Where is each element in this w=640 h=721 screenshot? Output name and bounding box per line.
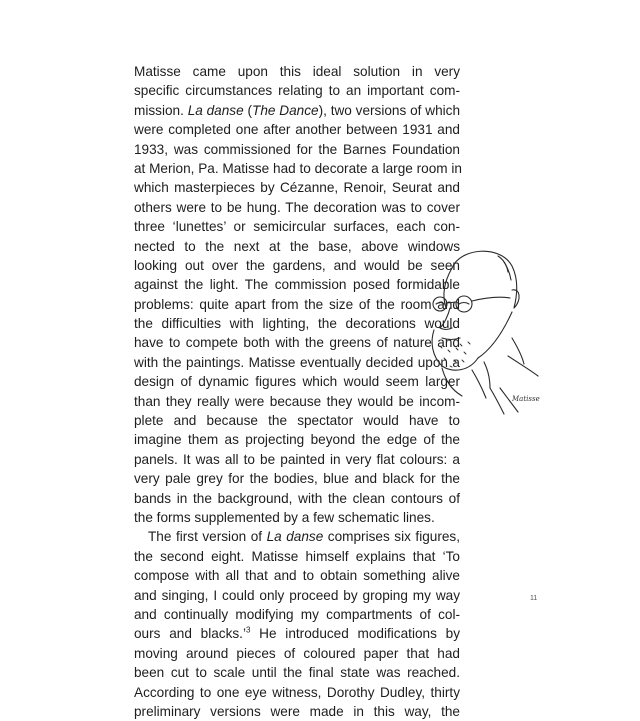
text-line <box>134 178 460 197</box>
text-line <box>134 101 460 120</box>
text-line <box>134 605 460 624</box>
beard-outline <box>432 330 478 370</box>
text-line <box>134 450 460 469</box>
text-line <box>134 644 460 663</box>
text-run: ), two versions of which <box>318 102 461 118</box>
beard-stipple <box>440 342 470 367</box>
text-run: Matisse came upon this ideal solution in very <box>134 64 460 79</box>
glasses-right-lens <box>456 296 472 312</box>
text-line <box>134 683 460 702</box>
jaw-line <box>478 312 512 358</box>
text-run: the difficulties with lighting, the decorations would <box>134 316 460 332</box>
text-line <box>134 140 460 159</box>
eye-right <box>459 303 469 305</box>
text-line <box>134 663 460 682</box>
text-run: moving around pieces of coloured paper that had <box>134 645 460 661</box>
text-run: have to compete both with the greens of nature and <box>134 335 460 351</box>
text-line <box>134 624 460 643</box>
coat-lapel <box>490 388 504 414</box>
text-run: which masterpieces by Cézanne, Renoir, Seurat and <box>134 180 460 196</box>
text-run: problems: quite apart from the size of the room and <box>134 296 460 312</box>
text-run: than they really were because they would be incom- <box>134 393 460 409</box>
text-line <box>134 217 460 236</box>
text-run: the forms supplemented by a few schematic lines. <box>134 509 435 525</box>
eye-left <box>436 303 444 305</box>
text-line <box>134 469 460 488</box>
text-run: been cut to scale until the final state was reached. <box>134 665 460 681</box>
text-line <box>134 62 460 81</box>
text-line <box>134 527 460 546</box>
text-run: According to one eye witness, Dorothy Dudley, thirty <box>134 684 460 700</box>
page-number: 11 <box>530 595 538 602</box>
collar-line-2 <box>472 370 486 398</box>
text-line <box>134 547 460 566</box>
text-line <box>134 489 460 508</box>
text-line <box>134 586 460 605</box>
text-run: comprises six figures, <box>323 529 460 545</box>
text-line <box>134 81 460 100</box>
text-run: nected to the next at the base, above windows <box>134 238 460 254</box>
text-run: panels. It was all to be painted in very flat colours: a <box>134 451 460 467</box>
text-run: three ‘lunettes’ or semicircular surfaces, each con- <box>134 219 460 235</box>
text-run: 1933, was commissioned for the Barnes Foundation <box>134 141 460 157</box>
head-left-outline <box>444 268 452 308</box>
collar-line <box>442 368 462 396</box>
text-run: plete and because the spectator would have to <box>134 413 460 429</box>
text-line <box>134 159 460 178</box>
text-run: He introduced modifications by <box>250 626 460 642</box>
footnote-ref: 3 <box>245 625 251 635</box>
text-run: mission. <box>134 102 188 118</box>
glasses-arm <box>472 297 510 301</box>
text-run: and continually modifying my compartments of col- <box>134 606 460 622</box>
text-run: with the paintings. Matisse eventually decided upon a <box>134 354 460 370</box>
text-run: imagine them as projecting beyond the edge of the <box>134 432 460 448</box>
text-run: compose with all that and to obtain something alive <box>134 568 460 584</box>
text-line <box>134 198 460 217</box>
text-run: ours and blacks.’ <box>134 626 246 642</box>
text-run: bands in the background, with the clean contours of <box>134 490 460 506</box>
text-line <box>134 430 460 449</box>
text-line <box>134 120 460 139</box>
text-run: were completed one after another between 1931 and <box>134 122 460 138</box>
mouth-line <box>442 338 460 340</box>
text-line <box>134 566 460 585</box>
italic-title: The Dance <box>252 102 319 118</box>
text-run: against the light. The commission posed formidable <box>134 277 460 293</box>
italic-title: La danse <box>187 102 244 118</box>
text-run: ( <box>243 102 253 118</box>
italic-title: La danse <box>266 529 324 545</box>
glasses-bridge <box>447 302 456 303</box>
text-line <box>134 702 460 721</box>
head-outline <box>452 251 517 308</box>
text-run: design of dynamic figures which would seem larger <box>134 374 460 390</box>
text-run: The first version of <box>148 529 267 545</box>
text-run: preliminary versions were made in this way, the <box>134 703 460 719</box>
text-run: the second eight. Matisse himself explains that ‘To <box>134 548 460 564</box>
text-run: very pale grey for the bodies, blue and black for the <box>134 471 460 487</box>
text-run: specific circumstances relating to an important com- <box>134 83 460 99</box>
neck-line <box>484 362 490 388</box>
text-line <box>134 508 460 527</box>
portrait-drawing <box>412 238 546 418</box>
text-run: looking out over the gardens, and would be seen <box>134 257 460 273</box>
text-run: and singing, I could only proceed by groping my way <box>134 587 460 603</box>
signature: Matisse <box>512 395 540 403</box>
text-run: at Merion, Pa. Matisse had to decorate a large room in <box>134 160 462 176</box>
text-run: others were to be hung. The decoration was to cover <box>134 199 460 215</box>
